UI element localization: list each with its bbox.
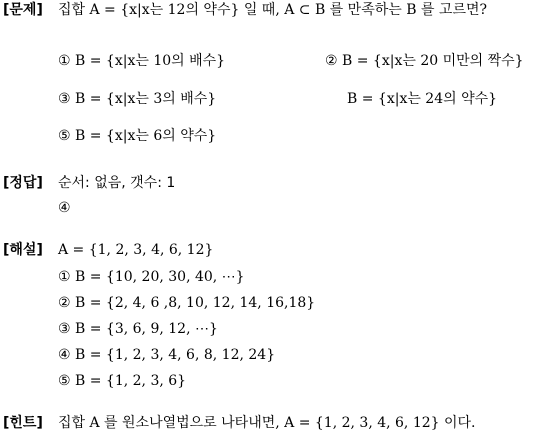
solution-tag: [해설] xyxy=(3,242,43,258)
option-2-number: ② xyxy=(325,53,338,69)
solution-line-2: ① B = {10, 20, 30, 40, ⋯} xyxy=(58,269,245,285)
option-4-text: B = {x|x는 24의 약수} xyxy=(347,91,498,107)
option-4[interactable] xyxy=(325,90,497,108)
option-1-number: ① xyxy=(58,53,71,69)
option-1[interactable] xyxy=(58,52,225,70)
question-text: 집합 A = {x|x는 12의 약수} 일 때, A ⊂ B 를 만족하는 B 를 고르면? xyxy=(58,2,488,18)
solution-line-4: ③ B = {3, 6, 9, 12, ⋯} xyxy=(58,321,218,337)
answer-tag: [정답] xyxy=(3,175,43,191)
answer-choice: ④ xyxy=(58,200,71,216)
option-3[interactable] xyxy=(58,90,216,108)
option-3-text: B = {x|x는 3의 배수} xyxy=(75,91,217,107)
option-3-number: ③ xyxy=(58,91,71,107)
solution-line-3: ② B = {2, 4, 6 ,8, 10, 12, 14, 16,18} xyxy=(58,295,316,311)
option-2[interactable] xyxy=(325,52,524,70)
solution-line-1: A = {1, 2, 3, 4, 6, 12} xyxy=(58,242,214,258)
problem-tag: [문제] xyxy=(3,2,43,18)
solution-line-5: ④ B = {1, 2, 3, 4, 6, 8, 12, 24} xyxy=(58,347,276,363)
option-5-text: B = {x|x는 6의 약수} xyxy=(75,128,217,144)
option-2-text: B = {x|x는 20 미만의 짝수} xyxy=(342,53,524,69)
option-5-number: ⑤ xyxy=(58,128,71,144)
option-1-text: B = {x|x는 10의 배수} xyxy=(75,53,226,69)
answer-meta: 순서: 없음, 갯수: 1 xyxy=(58,175,176,191)
solution-line-6: ⑤ B = {1, 2, 3, 6} xyxy=(58,373,187,389)
option-5[interactable] xyxy=(58,127,216,145)
hint-tag: [힌트] xyxy=(3,415,43,431)
hint-text: 집합 A 를 원소나열법으로 나타내면, A = {1, 2, 3, 4, 6, 12} 이다. xyxy=(58,415,476,431)
